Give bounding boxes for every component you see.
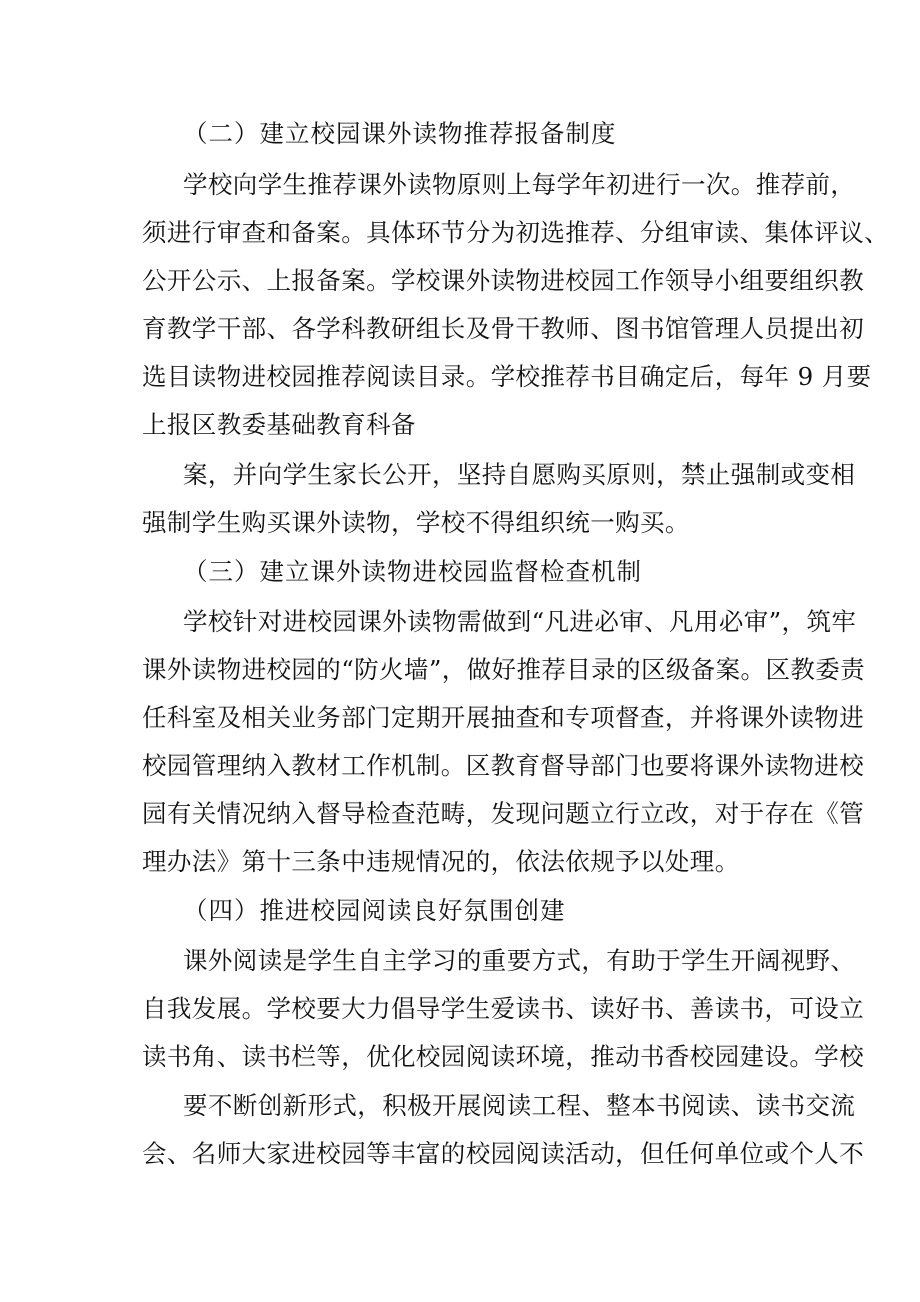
paragraph-line: 课外阅读是学生自主学习的重要方式，有助于学生开阔视野、 — [183, 946, 856, 975]
paragraph-line: 须进行审查和备案。具体环节分为初选推荐、分组审读、集体评议、 — [142, 218, 889, 247]
paragraph-line: 学校针对进校园课外读物需做到“凡进必审、凡用必审”，筑牢 — [183, 607, 857, 636]
paragraph-line: 课外读物进校园的“防火墙”，做好推荐目录的区级备案。区教委责 — [142, 655, 866, 684]
paragraph-line: 校园管理纳入教材工作机制。区教育督导部门也要将课外读物进校 — [142, 751, 865, 780]
paragraph-line: 育教学干部、各学科教研组长及骨干教师、图书馆管理人员提出初 — [142, 314, 865, 343]
paragraph-line: 案，并向学生家长公开，坚持自愿购买原则，禁止强制或变相 — [183, 460, 856, 489]
paragraph-line: 强制学生购买课外读物，学校不得组织统一购买。 — [142, 508, 690, 537]
paragraph-line: 读书角、读书栏等，优化校园阅读环境，推动书香校园建设。学校 — [142, 1042, 865, 1071]
paragraph-line: 公开公示、上报备案。学校课外读物进校园工作领导小组要组织教 — [142, 266, 865, 295]
paragraph-line: 会、名师大家进校园等丰富的校园阅读活动，但任何单位或个人不 — [142, 1139, 865, 1168]
paragraph-line: 园有关情况纳入督导检查范畴，发现问题立行立改，对于存在《管 — [142, 799, 865, 828]
paragraph-line: 自我发展。学校要大力倡导学生爱读书、读好书、善读书，可设立 — [142, 994, 865, 1023]
paragraph-line: 学校向学生推荐课外读物原则上每学年初进行一次。推荐前， — [183, 170, 856, 199]
section-heading-3: （三）建立课外读物进校园监督检查机制 — [183, 557, 642, 586]
section-heading-2: （二）建立校园课外读物推荐报备制度 — [183, 119, 617, 148]
paragraph-line: 要不断创新形式，积极开展阅读工程、整本书阅读、读书交流 — [183, 1091, 856, 1120]
paragraph-line: 任科室及相关业务部门定期开展抽查和专项督查，并将课外读物进 — [142, 703, 865, 732]
paragraph-line: 选目读物进校园推荐阅读目录。学校推荐书目确定后，每年 9 月要 — [142, 362, 872, 391]
section-heading-4: （四）推进校园阅读良好氛围创建 — [183, 896, 566, 925]
paragraph-line: 上报区教委基础教育科备 — [142, 410, 416, 439]
paragraph-line: 理办法》第十三条中违规情况的，依法依规予以处理。 — [142, 847, 740, 876]
